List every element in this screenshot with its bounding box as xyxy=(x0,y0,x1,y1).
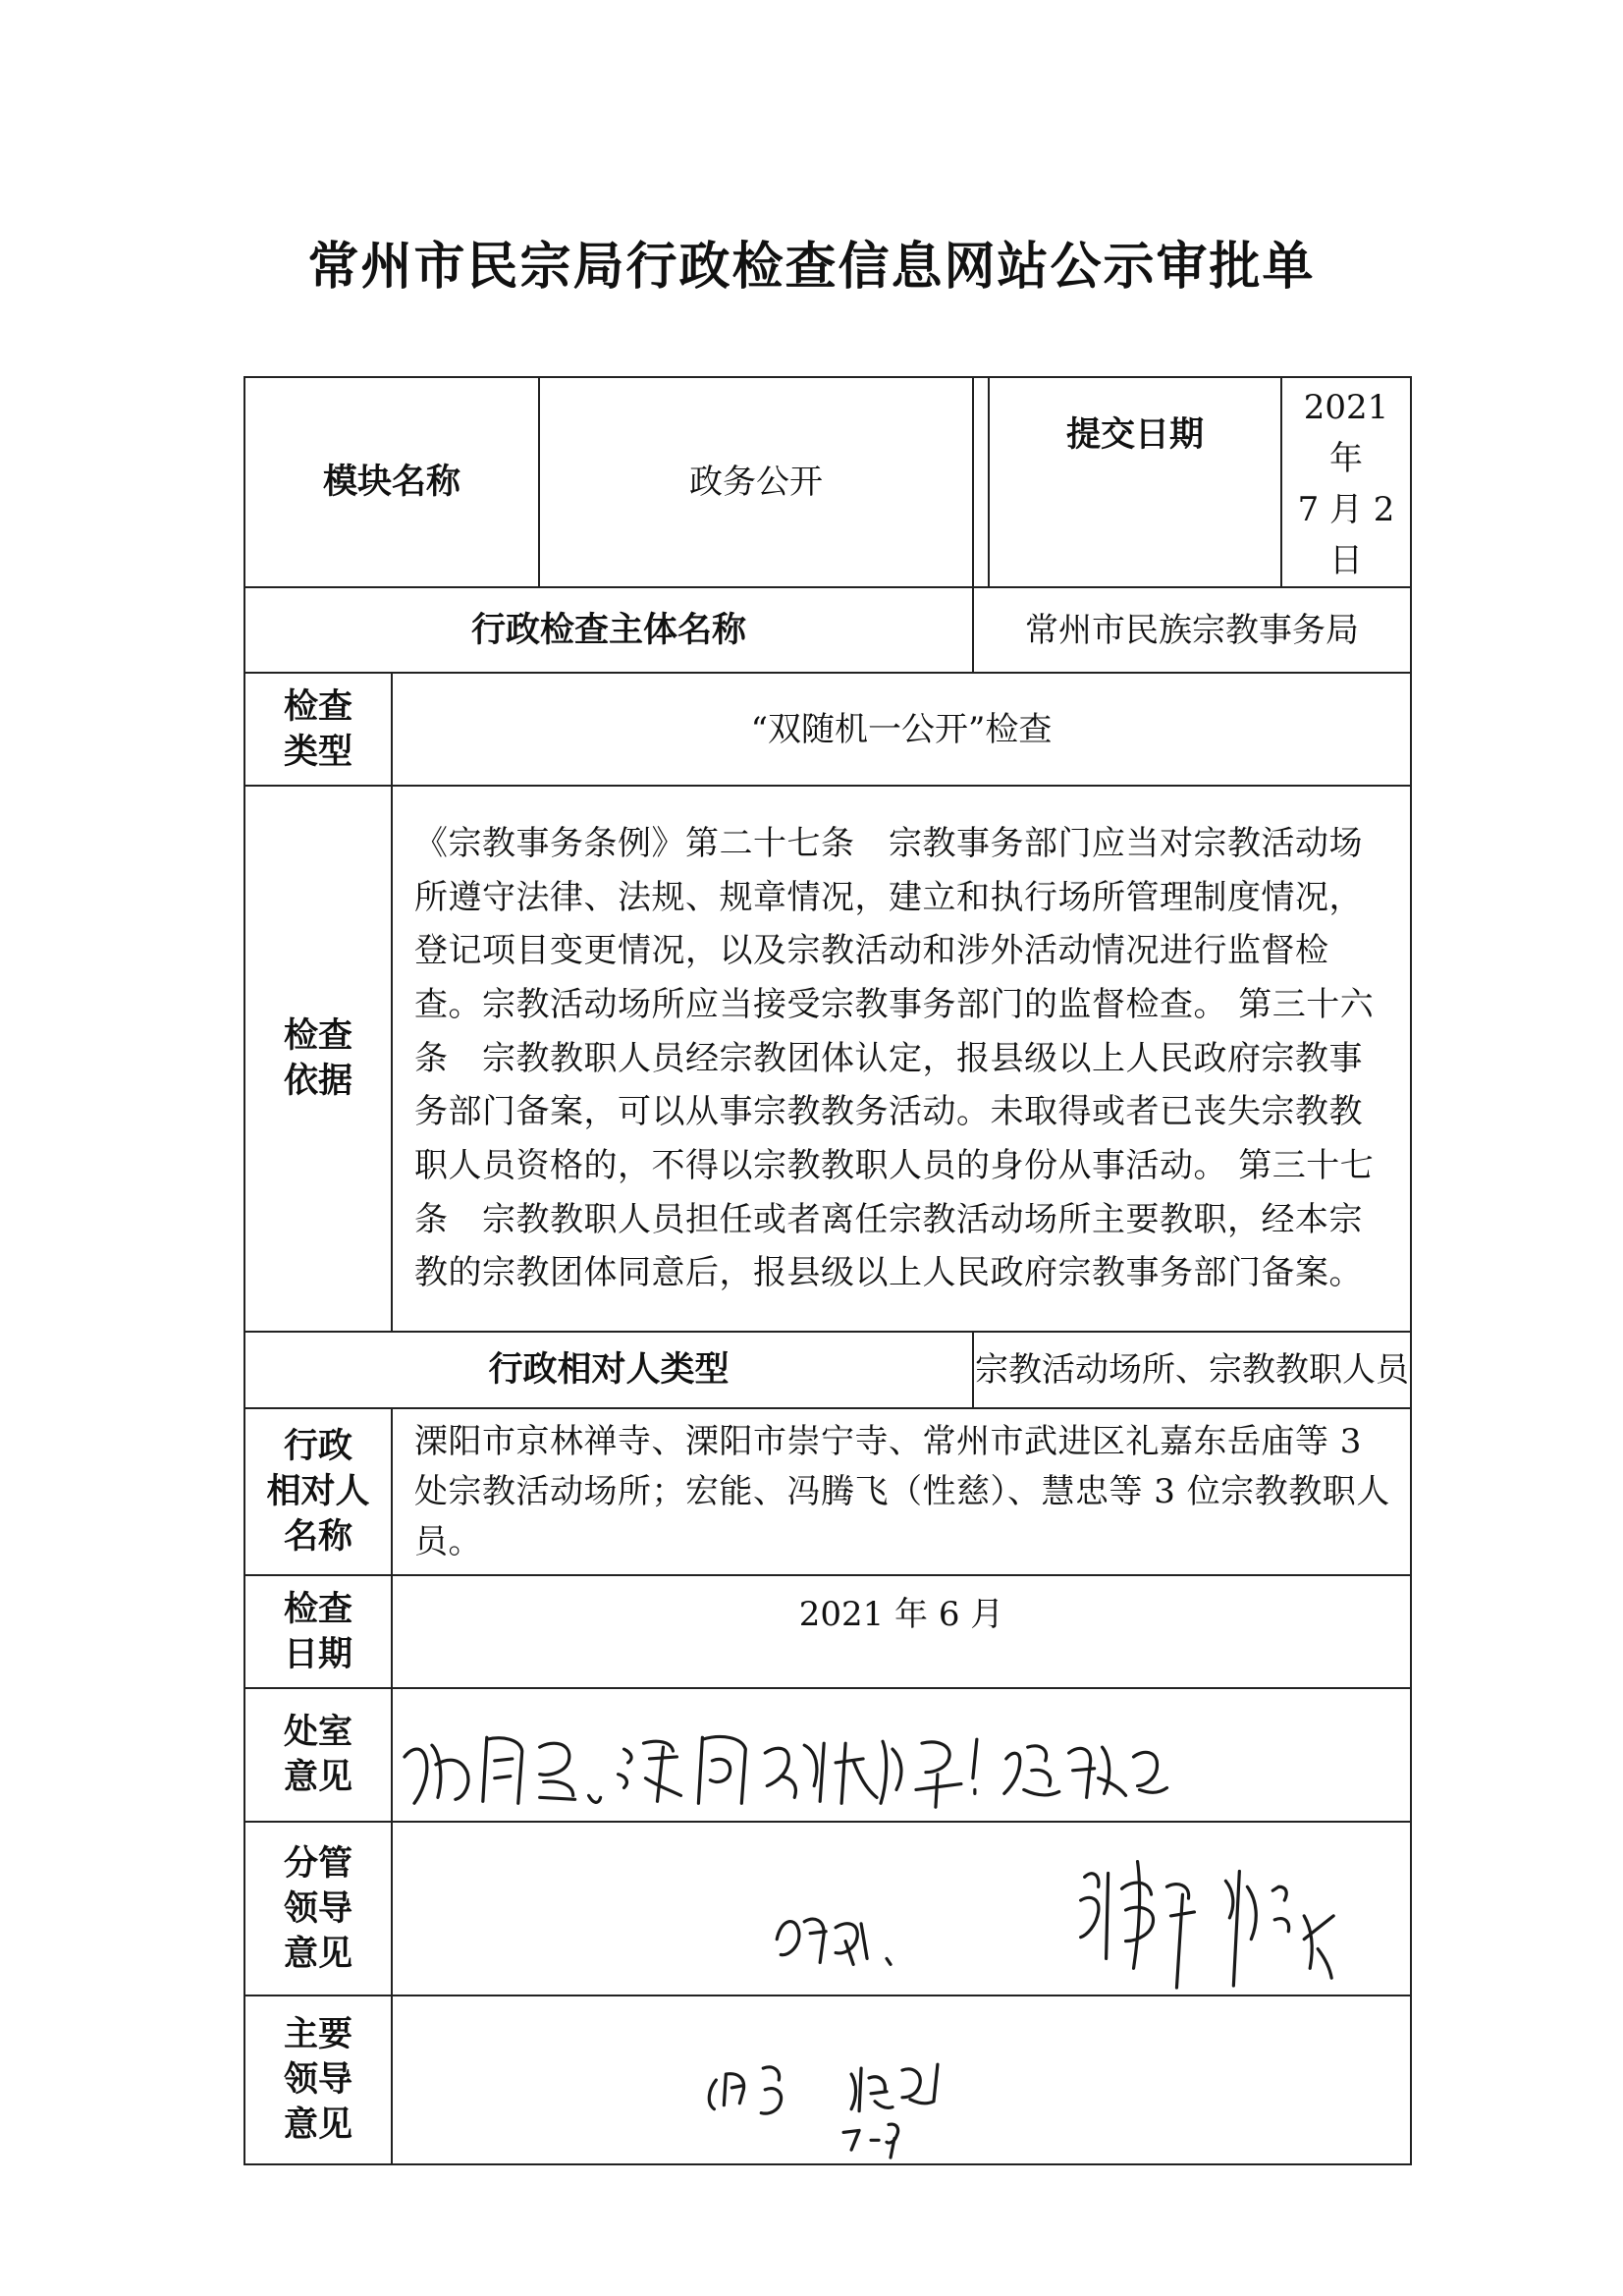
chief-handwritten-signature xyxy=(393,1996,1410,2163)
check-date-label-line1: 检查 xyxy=(283,1589,352,1629)
row-module xyxy=(244,377,1411,587)
check-date-value: 2021 年 6 月 xyxy=(392,1575,1411,1688)
check-type-label-line2: 类型 xyxy=(283,732,352,772)
row-office-opinion xyxy=(244,1688,1411,1822)
deputy-opinion-field xyxy=(392,1822,1411,1995)
check-date-label-line2: 日期 xyxy=(283,1634,352,1674)
subject-value: 常州市民族宗教事务局 xyxy=(973,587,1411,673)
module-name-value: 政务公开 xyxy=(539,377,973,587)
deputy-opinion-label xyxy=(244,1822,392,1995)
office-handwritten-signature xyxy=(393,1689,1410,1821)
row-party-names xyxy=(244,1408,1411,1575)
check-type-label xyxy=(244,673,392,786)
check-date-label xyxy=(244,1575,392,1688)
basis-text: 《宗教事务条例》第二十七条 宗教事务部门应当对宗教活动场所遵守法律、法规、规章情况，建立和执行场所管理制度情况，登记项目变更情况，以及宗教活动和涉外活动情况进行监督检查。宗教活动场所应当接受宗教事务部门的监督检查。 第三十六条 宗教教职人员经宗教团体认定，报县级以上人民政府宗教事务部门备案，可以从事宗教教务活动。未取得或者已丧失宗教教职人员资格的，不得以宗教教职人员的身份从事活动。 第三十七条 宗教教职人员担任或者离任宗教活动场所主要教职，经本宗教的宗教团体同意后，报县级以上人民政府宗教事务部门备案。 xyxy=(392,786,1411,1332)
chief-opinion-label-line2: 领导 xyxy=(283,2060,352,2100)
basis-label-line2: 依据 xyxy=(283,1062,352,1101)
approval-form-table xyxy=(243,376,1412,2165)
chief-opinion-label-line3: 意见 xyxy=(283,2105,352,2145)
deputy-opinion-label-line1: 分管 xyxy=(283,1843,352,1884)
office-opinion-label-line1: 处室 xyxy=(283,1713,352,1752)
party-type-label: 行政相对人类型 xyxy=(244,1332,973,1408)
party-names-label-line3: 名称 xyxy=(283,1517,352,1557)
party-names-label-line2: 相对人 xyxy=(266,1472,370,1511)
chief-opinion-field xyxy=(392,1995,1411,2164)
party-names-label-line1: 行政 xyxy=(283,1427,352,1466)
deputy-opinion-label-line3: 意见 xyxy=(283,1934,352,1974)
party-names-label xyxy=(244,1408,392,1575)
submit-date-day: 7 月 2 日 xyxy=(1297,490,1395,580)
submit-date-value xyxy=(1282,378,1410,586)
chief-opinion-label-line1: 主要 xyxy=(283,2015,352,2054)
page-title: 常州市民宗局行政检查信息网站公示审批单 xyxy=(307,238,1316,297)
deputy-handwritten-signature xyxy=(393,1823,1410,1995)
party-names-text: 溧阳市京林禅寺、溧阳市崇宁寺、常州市武进区礼嘉东岳庙等 3 处宗教活动场所；宏能、冯腾飞（性慈）、慧忠等 3 位宗教教职人员。 xyxy=(392,1408,1411,1575)
row-check-type xyxy=(244,673,1411,786)
submit-date-label: 提交日期 xyxy=(990,378,1282,586)
office-opinion-label xyxy=(244,1688,392,1822)
row-deputy-opinion xyxy=(244,1822,1411,1995)
party-type-value: 宗教活动场所、宗教教职人员 xyxy=(973,1332,1411,1408)
check-type-value: “双随机一公开”检查 xyxy=(392,673,1411,786)
row-chief-opinion xyxy=(244,1995,1411,2164)
row-basis xyxy=(244,786,1411,1332)
office-opinion-field xyxy=(392,1688,1411,1822)
submit-date-year: 2021 年 xyxy=(1303,388,1389,478)
row-subject xyxy=(244,587,1411,673)
check-type-label-line1: 检查 xyxy=(283,686,352,727)
module-name-label: 模块名称 xyxy=(244,377,539,587)
office-opinion-label-line2: 意见 xyxy=(283,1758,352,1797)
basis-label xyxy=(244,786,392,1332)
subject-label: 行政检查主体名称 xyxy=(244,587,973,673)
basis-label-line1: 检查 xyxy=(283,1016,352,1056)
row-party-type xyxy=(244,1332,1411,1408)
row-check-date xyxy=(244,1575,1411,1688)
deputy-opinion-label-line2: 领导 xyxy=(283,1888,352,1929)
chief-opinion-label xyxy=(244,1995,392,2164)
